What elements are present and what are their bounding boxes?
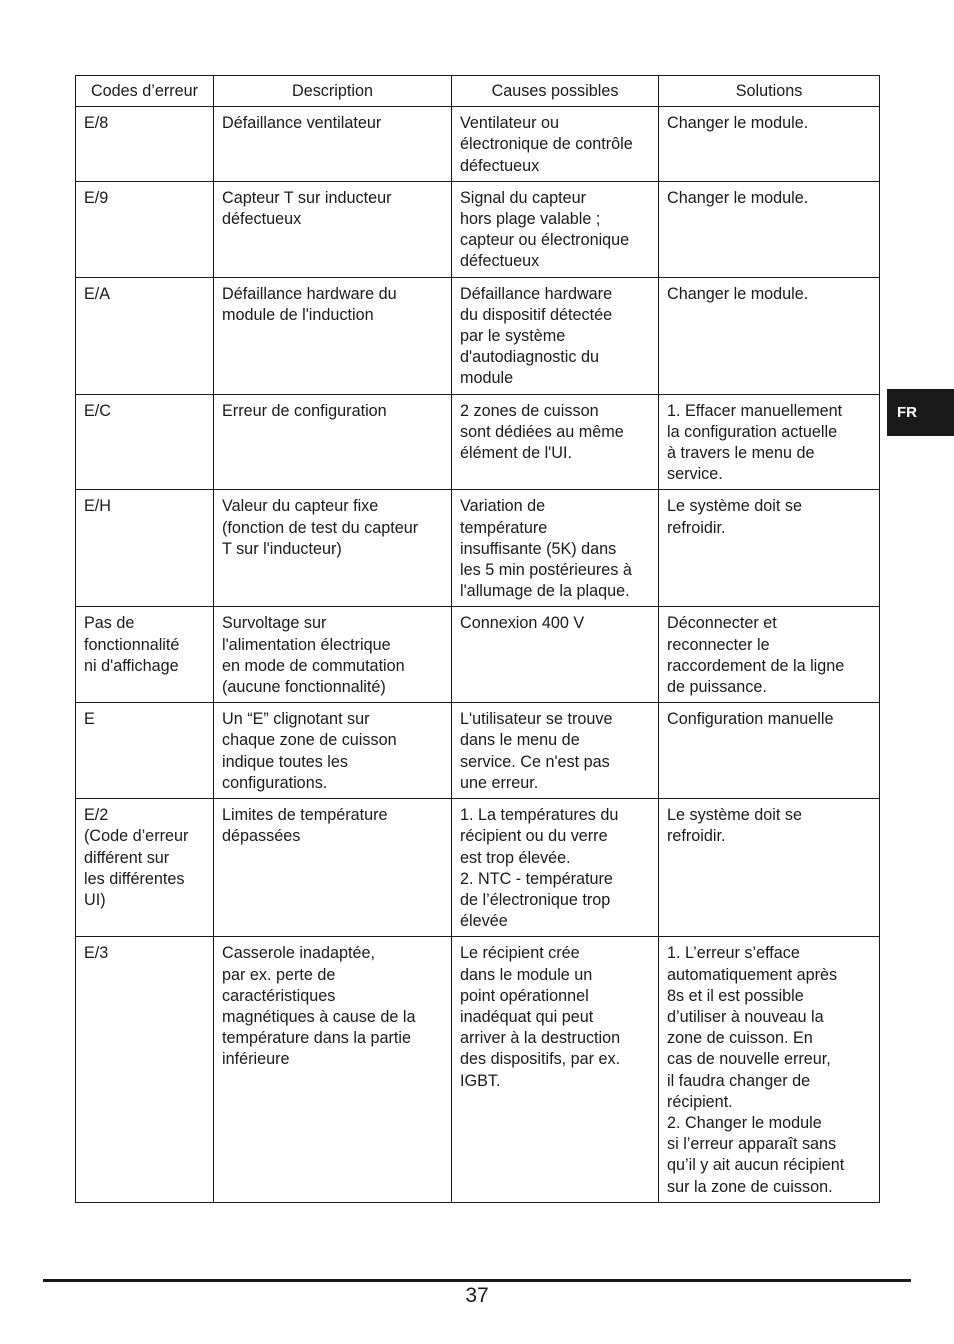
error-solutions: 1. L’erreur s’efface automatiquement après 8s et il est possible d’utiliser à nouveau la zone de cuisson. En cas de nouvelle erreur, il faudra changer de récipient. 2. Changer le module si l’erreur apparaît sans qu’il y ait aucun récipient sur la zone de cuisson. <box>659 937 880 1202</box>
error-solutions: Configuration manuelle <box>659 703 880 799</box>
error-code: E <box>76 703 214 799</box>
error-solutions: Changer le module. <box>659 181 880 277</box>
error-solutions: Déconnecter et reconnecter le raccordement de la ligne de puissance. <box>659 607 880 703</box>
error-description: Limites de température dépassées <box>214 799 452 937</box>
language-tab: FR <box>887 389 954 436</box>
table-row <box>76 937 880 1202</box>
error-code: E/8 <box>76 107 214 182</box>
error-code: E/C <box>76 394 214 490</box>
header-solutions: Solutions <box>659 76 880 107</box>
error-description: Défaillance hardware du module de l'induction <box>214 277 452 394</box>
error-description: Valeur du capteur fixe (fonction de test du capteur T sur l'inducteur) <box>214 490 452 607</box>
error-description: Casserole inadaptée, par ex. perte de caractéristiques magnétiques à cause de la température dans la partie inférieure <box>214 937 452 1202</box>
page-number: 37 <box>465 1284 489 1307</box>
error-code: E/9 <box>76 181 214 277</box>
error-codes-table <box>75 75 880 1203</box>
error-causes: Connexion 400 V <box>452 607 659 703</box>
error-causes: 2 zones de cuisson sont dédiées au même élément de l'UI. <box>452 394 659 490</box>
error-causes: Ventilateur ou électronique de contrôle défectueux <box>452 107 659 182</box>
error-solutions: Le système doit se refroidir. <box>659 490 880 607</box>
error-description: Un “E” clignotant sur chaque zone de cuisson indique toutes les configurations. <box>214 703 452 799</box>
error-causes: Signal du capteur hors plage valable ; capteur ou électronique défectueux <box>452 181 659 277</box>
error-solutions: Le système doit se refroidir. <box>659 799 880 937</box>
error-code: E/2 (Code d’erreur différent sur les différentes UI) <box>76 799 214 937</box>
table-row <box>76 703 880 799</box>
error-causes: Défaillance hardware du dispositif détectée par le système d'autodiagnostic du module <box>452 277 659 394</box>
table-row <box>76 277 880 394</box>
error-code: Pas de fonctionnalité ni d'affichage <box>76 607 214 703</box>
table-row <box>76 181 880 277</box>
error-causes: L'utilisateur se trouve dans le menu de service. Ce n'est pas une erreur. <box>452 703 659 799</box>
error-causes: Le récipient crée dans le module un point opérationnel inadéquat qui peut arriver à la destruction des dispositifs, par ex. IGBT. <box>452 937 659 1202</box>
error-code: E/H <box>76 490 214 607</box>
error-code: E/3 <box>76 937 214 1202</box>
header-codes: Codes d’erreur <box>76 76 214 107</box>
table-row <box>76 394 880 490</box>
error-solutions: Changer le module. <box>659 277 880 394</box>
table-row <box>76 799 880 937</box>
error-description: Survoltage sur l'alimentation électrique en mode de commutation (aucune fonctionnalité) <box>214 607 452 703</box>
error-description: Capteur T sur inducteur défectueux <box>214 181 452 277</box>
header-causes: Causes possibles <box>452 76 659 107</box>
table-row <box>76 107 880 182</box>
error-code: E/A <box>76 277 214 394</box>
table-row <box>76 490 880 607</box>
footer-divider <box>43 1279 911 1282</box>
error-description: Erreur de configuration <box>214 394 452 490</box>
error-solutions: Changer le module. <box>659 107 880 182</box>
header-description: Description <box>214 76 452 107</box>
table-header-row <box>76 76 880 107</box>
table-row <box>76 607 880 703</box>
error-causes: 1. La températures du récipient ou du verre est trop élevée. 2. NTC - température de l’électronique trop élevée <box>452 799 659 937</box>
error-description: Défaillance ventilateur <box>214 107 452 182</box>
error-solutions: 1. Effacer manuellement la configuration actuelle à travers le menu de service. <box>659 394 880 490</box>
error-causes: Variation de température insuffisante (5K) dans les 5 min postérieures à l'allumage de la plaque. <box>452 490 659 607</box>
